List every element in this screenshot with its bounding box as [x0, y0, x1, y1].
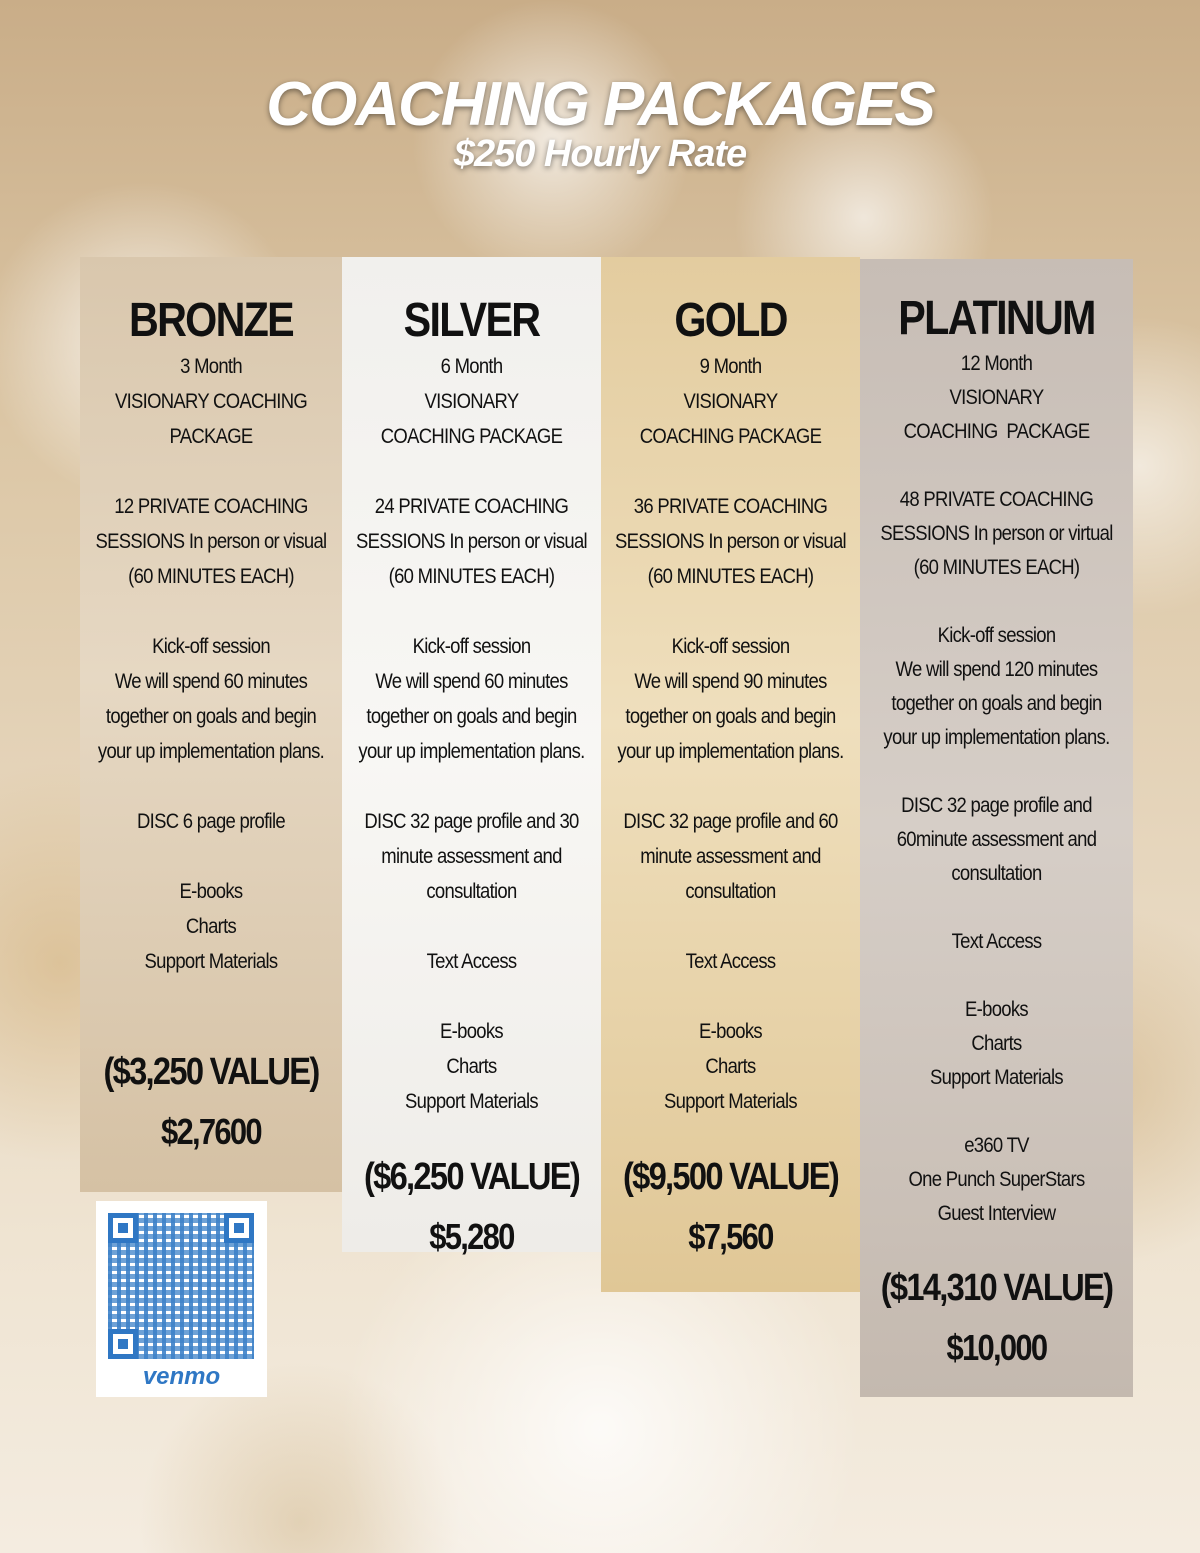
spacer	[599, 594, 862, 629]
package-detail-line: (60 MINUTES EACH)	[388, 565, 555, 588]
package-detail-line: DISC 32 page profile and 30	[364, 810, 579, 833]
package-detail-line: 6 Month	[440, 355, 503, 378]
package-value: ($14,310 VALUE)	[880, 1267, 1113, 1309]
package-detail-line: SESSIONS In person or visual	[95, 530, 327, 553]
package-price: $2,7600	[161, 1111, 261, 1152]
package-details	[78, 349, 344, 1049]
spacer	[78, 839, 344, 874]
package-name: BRONZE	[129, 294, 293, 347]
package-name: SILVER	[403, 294, 540, 347]
spacer	[599, 454, 862, 489]
package-detail-line: VISIONARY COACHING	[114, 390, 308, 413]
package-detail-line: together on goals and begin	[366, 705, 577, 728]
spacer	[859, 959, 1134, 993]
package-detail-line: (60 MINUTES EACH)	[913, 556, 1080, 579]
spacer	[340, 1119, 603, 1154]
package-detail-line: Kick-off session	[152, 635, 270, 658]
spacer	[859, 585, 1134, 619]
package-detail-line: Kick-off session	[412, 635, 531, 658]
package-detail-line: (60 MINUTES EACH)	[128, 565, 294, 588]
qr-code-icon[interactable]	[108, 1213, 254, 1359]
package-detail-line: We will spend 120 minutes	[895, 658, 1098, 681]
spacer	[859, 1231, 1134, 1265]
package-price: $10,000	[946, 1327, 1047, 1368]
package-detail-line: E-books	[179, 880, 243, 903]
package-detail-line: PACKAGE	[169, 425, 253, 448]
package-detail-line: Support Materials	[930, 1066, 1063, 1089]
package-detail-line: consultation	[685, 880, 776, 903]
package-silver	[342, 257, 601, 1257]
package-detail-line: e360 TV	[964, 1134, 1029, 1157]
package-price: $5,280	[429, 1216, 514, 1257]
package-detail-line: We will spend 90 minutes	[634, 670, 827, 693]
package-detail-line: E-books	[440, 1020, 503, 1043]
spacer	[340, 979, 603, 1014]
spacer	[78, 594, 344, 629]
package-detail-line: your up implementation plans.	[883, 726, 1110, 749]
package-detail-line: 36 PRIVATE COACHING	[633, 495, 828, 518]
spacer	[340, 594, 603, 629]
spacer	[78, 1014, 344, 1049]
package-details	[340, 349, 603, 1154]
package-detail-line: Text Access	[426, 950, 517, 973]
spacer	[599, 769, 862, 804]
package-detail-line: VISIONARY	[683, 390, 778, 413]
spacer	[340, 454, 603, 489]
package-detail-line: Support Materials	[144, 950, 278, 973]
package-detail-line: 12 PRIVATE COACHING	[114, 495, 308, 518]
package-detail-line: 48 PRIVATE COACHING	[899, 488, 1094, 511]
package-detail-line: Charts	[971, 1032, 1022, 1055]
package-detail-line: 3 Month	[180, 355, 242, 378]
package-detail-line: SESSIONS In person or visual	[356, 530, 587, 553]
package-detail-line: COACHING PACKAGE	[639, 425, 822, 448]
package-platinum	[860, 259, 1133, 1397]
page-header	[0, 70, 1200, 176]
package-detail-line: together on goals and begin	[891, 692, 1102, 715]
package-detail-line: minute assessment and	[640, 845, 821, 868]
spacer	[859, 449, 1134, 483]
spacer	[78, 979, 344, 1014]
package-detail-line: COACHING PACKAGE	[380, 425, 563, 448]
package-details	[599, 349, 862, 1154]
package-detail-line: your up implementation plans.	[358, 740, 585, 763]
package-detail-line: together on goals and begin	[625, 705, 836, 728]
package-detail-line: We will spend 60 minutes	[114, 670, 308, 693]
package-detail-line: Support Materials	[664, 1090, 797, 1113]
page-title: COACHING PACKAGES	[266, 70, 934, 139]
spacer	[859, 1095, 1134, 1129]
package-detail-line: Charts	[185, 915, 237, 938]
package-detail-line: together on goals and begin	[105, 705, 317, 728]
package-detail-line: 60minute assessment and	[896, 828, 1097, 851]
spacer	[340, 769, 603, 804]
spacer	[340, 909, 603, 944]
spacer	[859, 891, 1134, 925]
package-detail-line: consultation	[426, 880, 517, 903]
spacer	[599, 909, 862, 944]
package-detail-line: Kick-off session	[937, 624, 1056, 647]
package-detail-line: Kick-off session	[671, 635, 790, 658]
package-details	[859, 347, 1134, 1265]
package-detail-line: Text Access	[951, 930, 1042, 953]
package-detail-line: Charts	[446, 1055, 497, 1078]
package-detail-line: minute assessment and	[381, 845, 562, 868]
package-detail-line: E-books	[965, 998, 1028, 1021]
package-detail-line: DISC 6 page profile	[137, 810, 285, 833]
qr-finder-icon	[224, 1213, 254, 1243]
package-detail-line: DISC 32 page profile and 60	[623, 810, 838, 833]
spacer	[859, 755, 1134, 789]
package-detail-line: your up implementation plans.	[617, 740, 844, 763]
package-detail-line: SESSIONS In person or virtual	[880, 522, 1113, 545]
package-name: PLATINUM	[898, 292, 1095, 345]
package-detail-line: COACHING PACKAGE	[903, 420, 1090, 443]
package-detail-line: One Punch SuperStars	[908, 1168, 1085, 1191]
venmo-qr-card[interactable]	[96, 1201, 267, 1397]
package-detail-line: VISIONARY	[424, 390, 519, 413]
venmo-logo: venmo	[142, 1363, 221, 1390]
package-gold	[601, 257, 860, 1292]
qr-finder-icon	[108, 1213, 138, 1243]
spacer	[599, 1119, 862, 1154]
package-detail-line: Charts	[705, 1055, 756, 1078]
qr-finder-icon	[108, 1329, 138, 1359]
package-name: GOLD	[674, 294, 787, 347]
spacer	[78, 454, 344, 489]
package-value: ($6,250 VALUE)	[363, 1156, 580, 1198]
package-detail-line: Guest Interview	[937, 1202, 1056, 1225]
package-detail-line: We will spend 60 minutes	[375, 670, 568, 693]
package-detail-line: your up implementation plans.	[97, 740, 325, 763]
package-bronze	[80, 257, 342, 1192]
package-detail-line: SESSIONS In person or visual	[615, 530, 846, 553]
package-detail-line: DISC 32 page profile and	[901, 794, 1092, 817]
package-price: $7,560	[688, 1216, 773, 1257]
spacer	[599, 979, 862, 1014]
package-detail-line: Support Materials	[405, 1090, 538, 1113]
package-detail-line: Text Access	[685, 950, 776, 973]
package-detail-line: VISIONARY	[949, 386, 1044, 409]
package-detail-line: 24 PRIVATE COACHING	[374, 495, 569, 518]
package-detail-line: consultation	[951, 862, 1042, 885]
spacer	[78, 769, 344, 804]
package-detail-line: 12 Month	[960, 352, 1033, 375]
package-detail-line: (60 MINUTES EACH)	[647, 565, 814, 588]
package-detail-line: 9 Month	[699, 355, 762, 378]
package-detail-line: E-books	[699, 1020, 762, 1043]
hourly-rate: $250 Hourly Rate	[453, 133, 747, 175]
package-value: ($9,500 VALUE)	[622, 1156, 839, 1198]
package-value: ($3,250 VALUE)	[103, 1051, 319, 1093]
